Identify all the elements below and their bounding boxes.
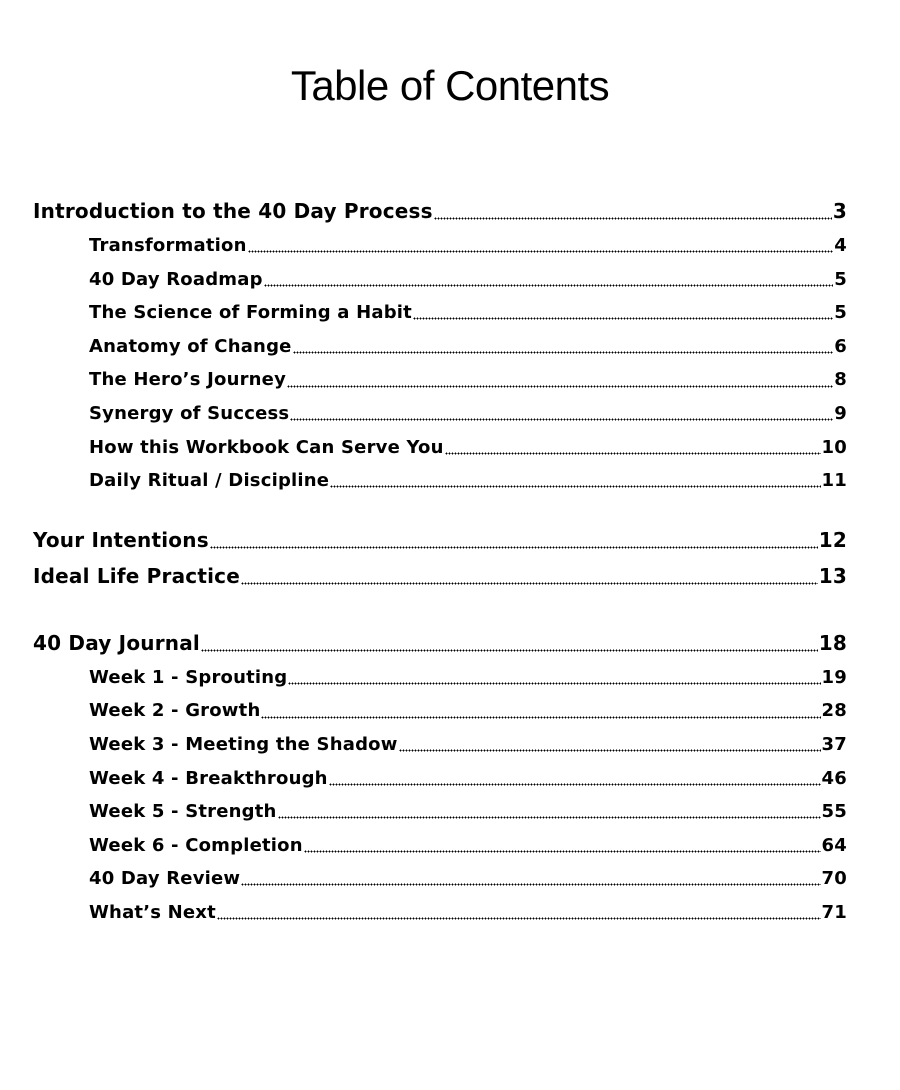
toc-entry-page: 5: [834, 302, 847, 324]
dot-leader: [399, 734, 821, 752]
toc-entry-page: 70: [821, 868, 847, 890]
dot-leader: [264, 269, 834, 287]
dot-leader: [445, 437, 821, 455]
toc-entry-heros-journey[interactable]: [89, 363, 847, 397]
toc-entry-page: 4: [834, 235, 847, 256]
toc-entry-page: 55: [821, 801, 847, 823]
toc-entry-week-4[interactable]: [89, 762, 847, 796]
table-of-contents: [0, 193, 900, 930]
toc-entry-week-2[interactable]: [89, 694, 847, 728]
toc-entry-label: The Hero’s Journey: [89, 369, 287, 391]
dot-leader: [304, 835, 821, 853]
toc-entry-label: Week 6 - Completion: [89, 834, 303, 856]
dot-leader: [248, 235, 834, 253]
toc-entry-40-day-review[interactable]: [89, 862, 847, 896]
toc-entry-page: 71: [821, 901, 847, 923]
toc-entry-page: 13: [818, 563, 847, 588]
toc-entry-label: Anatomy of Change: [89, 335, 292, 357]
toc-entry-ideal-life-practice[interactable]: [33, 558, 847, 594]
toc-entry-page: 3: [832, 199, 847, 223]
dot-leader: [217, 902, 821, 920]
toc-entry-label: The Science of Forming a Habit: [89, 302, 412, 324]
toc-entry-whats-next[interactable]: [89, 896, 847, 930]
toc-entry-label: 40 Day Review: [89, 868, 241, 890]
toc-entry-daily-ritual[interactable]: [89, 464, 847, 498]
toc-entry-label: Week 3 - Meeting the Shadow: [89, 733, 398, 755]
toc-entry-40-day-journal[interactable]: [33, 625, 847, 661]
toc-entry-introduction[interactable]: [33, 193, 847, 229]
toc-entry-page: 37: [821, 733, 847, 755]
toc-entry-synergy-of-success[interactable]: [89, 397, 847, 431]
dot-leader: [413, 302, 833, 320]
toc-entry-label: Week 2 - Growth: [89, 700, 261, 722]
toc-section-introduction: [0, 193, 900, 498]
toc-entry-page: 19: [821, 666, 847, 688]
toc-entry-label: Transformation: [89, 235, 247, 256]
toc-entry-page: 28: [821, 700, 847, 722]
toc-entry-label: 40 Day Journal: [33, 630, 200, 655]
toc-entry-label: Week 5 - Strength: [89, 801, 277, 823]
dot-leader: [210, 529, 818, 549]
toc-entry-page: 10: [821, 436, 847, 458]
toc-section-intentions: [0, 522, 900, 594]
toc-section-journal: [0, 625, 900, 930]
toc-entry-page: 5: [834, 268, 847, 290]
dot-leader: [201, 632, 818, 652]
toc-entry-page: 9: [834, 402, 847, 424]
toc-entry-workbook-serve[interactable]: [89, 431, 847, 465]
toc-entry-label: Daily Ritual / Discipline: [89, 470, 330, 492]
toc-entry-page: 11: [821, 470, 847, 492]
dot-leader: [290, 403, 833, 421]
section-spacer: [0, 498, 900, 522]
toc-entry-label: Week 4 - Breakthrough: [89, 767, 328, 789]
toc-entry-page: 46: [821, 767, 847, 789]
toc-entry-label: What’s Next: [89, 901, 216, 923]
toc-entry-label: How this Workbook Can Serve You: [89, 436, 444, 458]
toc-entry-page: 8: [834, 369, 847, 391]
toc-entry-page: 12: [818, 527, 847, 552]
toc-entry-week-3[interactable]: [89, 728, 847, 762]
toc-entry-anatomy-of-change[interactable]: [89, 330, 847, 364]
toc-entry-label: Introduction to the 40 Day Process: [33, 199, 433, 223]
toc-entry-label: 40 Day Roadmap: [89, 268, 263, 290]
toc-entry-page: 6: [834, 335, 847, 357]
toc-entry-science-of-habit[interactable]: [89, 296, 847, 330]
dot-leader: [434, 200, 832, 220]
dot-leader: [329, 768, 821, 786]
toc-entry-label: Ideal Life Practice: [33, 563, 240, 588]
dot-leader: [241, 868, 820, 886]
toc-entry-page: 18: [818, 630, 847, 655]
toc-entry-label: Synergy of Success: [89, 402, 290, 424]
toc-entry-page: 64: [821, 834, 847, 856]
toc-entry-week-6[interactable]: [89, 829, 847, 863]
toc-entry-your-intentions[interactable]: [33, 522, 847, 558]
dot-leader: [261, 701, 820, 719]
toc-entry-week-1[interactable]: [89, 661, 847, 695]
dot-leader: [330, 470, 820, 488]
toc-entry-label: Your Intentions: [33, 527, 209, 552]
section-spacer: [0, 594, 900, 625]
toc-entry-transformation[interactable]: [89, 229, 847, 263]
dot-leader: [278, 801, 821, 819]
toc-entry-roadmap[interactable]: [89, 263, 847, 297]
page-title: Table of Contents: [290, 62, 610, 109]
dot-leader: [287, 370, 833, 388]
toc-entry-label: Week 1 - Sprouting: [89, 666, 288, 688]
toc-entry-week-5[interactable]: [89, 795, 847, 829]
dot-leader: [241, 565, 818, 585]
dot-leader: [288, 667, 820, 685]
dot-leader: [293, 336, 834, 354]
